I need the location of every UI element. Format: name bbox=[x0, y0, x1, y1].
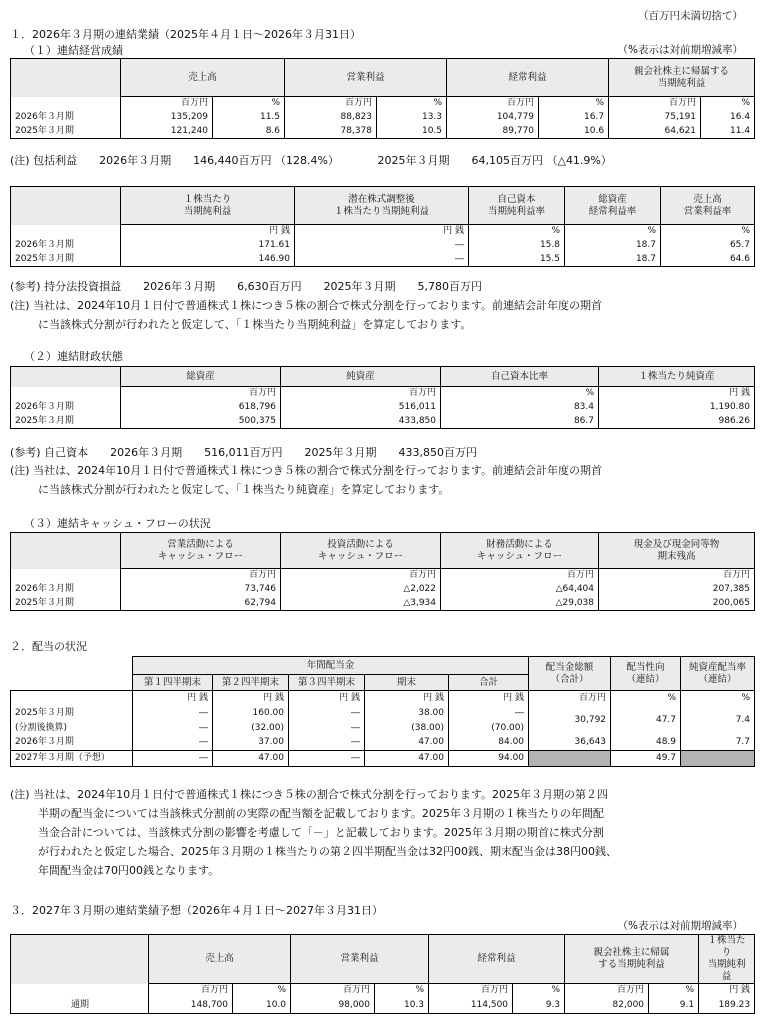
cell: 11.4 bbox=[701, 125, 755, 139]
equity-ref-note: (参考) 自己資本 2026年３月期 516,011百万円 2025年３月期 433,850百万円 bbox=[10, 446, 478, 459]
unit: 百万円 bbox=[149, 984, 233, 998]
section3-subtitle: （３）連結キャッシュ・フローの状況 bbox=[24, 517, 211, 530]
cell: 11.5 bbox=[213, 111, 285, 125]
unit: % bbox=[375, 984, 429, 998]
col-sales: 売上高 bbox=[149, 935, 291, 984]
header-blank bbox=[11, 367, 121, 387]
table-row bbox=[11, 583, 755, 597]
cell: △29,038 bbox=[441, 597, 599, 611]
unit: % bbox=[233, 984, 291, 998]
cell: 88,823 bbox=[285, 111, 377, 125]
cell: 13.3 bbox=[377, 111, 447, 125]
row-label: 2025年３月期 bbox=[11, 597, 121, 611]
row-label: 2025年３月期 bbox=[11, 125, 121, 139]
unit: 百万円 bbox=[609, 97, 701, 111]
header-blank bbox=[11, 533, 121, 569]
cell: 75,191 bbox=[609, 111, 701, 125]
row-label: 2026年３月期 bbox=[11, 401, 121, 415]
cell: 10.0 bbox=[233, 998, 291, 1014]
col-equity-ratio: 自己資本比率 bbox=[441, 367, 599, 387]
section2-subtitle: （２）連結財政状態 bbox=[24, 350, 123, 363]
cell: 18.7 bbox=[565, 239, 661, 253]
cell: 73,746 bbox=[121, 583, 281, 597]
cell: 148,700 bbox=[149, 998, 233, 1014]
cell: ― bbox=[133, 721, 213, 736]
split-note-line: (注) 当社は、2024年10月１日付で普通株式１株につき５株の割合で株式分割を行っております。前連結会計年度の期首 bbox=[10, 299, 602, 312]
row-label: (分割後換算) bbox=[11, 721, 133, 736]
unit: % bbox=[565, 225, 661, 239]
cell: ― bbox=[133, 736, 213, 751]
cell: 171.61 bbox=[121, 239, 295, 253]
header-blank bbox=[11, 59, 121, 97]
unit: 百万円 bbox=[529, 691, 611, 706]
pct-note: （%表示は対前期増減率） bbox=[617, 44, 743, 56]
pct-note: （%表示は対前期増減率） bbox=[617, 920, 743, 932]
dividend-note-line: 年間配当金は70円00銭となります。 bbox=[38, 864, 220, 877]
cell: 433,850 bbox=[281, 415, 441, 429]
annual-dividend-header: 年間配当金 bbox=[133, 657, 529, 675]
cell: (32.00) bbox=[213, 721, 289, 736]
units-blank bbox=[11, 97, 121, 111]
cell: 7.7 bbox=[681, 736, 755, 751]
cell: 82,000 bbox=[565, 998, 649, 1014]
dividend-note-line: 当金合計については、当該株式分割の影響を考慮して「－」と記載しております。2025年３月期の期首に株式分割 bbox=[38, 826, 604, 839]
cell: 1,190.80 bbox=[599, 401, 755, 415]
cell: ― bbox=[289, 706, 365, 721]
unit: % bbox=[441, 387, 599, 401]
row-label: 通期 bbox=[11, 998, 149, 1014]
col-roa: 総資産 経常利益率 bbox=[565, 187, 661, 225]
unit: 円 銭 bbox=[295, 225, 469, 239]
table-row bbox=[11, 125, 755, 139]
unit: % bbox=[377, 97, 447, 111]
header-blank bbox=[11, 675, 133, 691]
col-ordinary-income: 経常利益 bbox=[447, 59, 609, 97]
col-operating-income: 営業利益 bbox=[285, 59, 447, 97]
cell: 83.4 bbox=[441, 401, 599, 415]
cell: 48.9 bbox=[611, 736, 681, 751]
col-net-assets: 純資産 bbox=[281, 367, 441, 387]
cell: 47.00 bbox=[365, 736, 449, 751]
col-eps: １株当たり 当期純利益 bbox=[699, 935, 755, 984]
section1-subtitle: （１）連結経営成績 bbox=[24, 44, 123, 57]
cell-shaded bbox=[681, 751, 755, 767]
cell: ― bbox=[289, 736, 365, 751]
unit: % bbox=[649, 984, 699, 998]
unit: 百万円 bbox=[429, 984, 513, 998]
split-note-line: (注) 当社は、2024年10月１日付で普通株式１株につき５株の割合で株式分割を行っております。前連結会計年度の期首 bbox=[10, 464, 602, 477]
unit: 百万円 bbox=[447, 97, 539, 111]
cell: 10.5 bbox=[377, 125, 447, 139]
table-row bbox=[11, 253, 755, 267]
col-ordinary-income: 経常利益 bbox=[429, 935, 565, 984]
units-blank bbox=[11, 225, 121, 239]
table-row bbox=[11, 751, 755, 767]
cell: 98,000 bbox=[291, 998, 375, 1014]
row-label: 2025年３月期 bbox=[11, 706, 133, 721]
cell: 65.7 bbox=[661, 239, 755, 253]
cell: 15.5 bbox=[469, 253, 565, 267]
table-row bbox=[11, 998, 755, 1014]
unit: 円 銭 bbox=[213, 691, 289, 706]
col-total-assets: 総資産 bbox=[121, 367, 281, 387]
table-row bbox=[11, 415, 755, 429]
unit: 円 銭 bbox=[449, 691, 529, 706]
col-financing-cf: 財務活動による キャッシュ・フロー bbox=[441, 533, 599, 569]
cell: 16.4 bbox=[701, 111, 755, 125]
unit: 円 銭 bbox=[133, 691, 213, 706]
unit: 百万円 bbox=[441, 569, 599, 583]
col-roe: 自己資本 当期純利益率 bbox=[469, 187, 565, 225]
cell: 9.3 bbox=[513, 998, 565, 1014]
unit: % bbox=[681, 691, 755, 706]
row-label: 2025年３月期 bbox=[11, 253, 121, 267]
comprehensive-income-note: (注) 包括利益 2026年３月期 146,440百万円 （128.4%） 2025年３月期 64,105百万円 （△41.9%） bbox=[10, 154, 612, 167]
table-row bbox=[11, 111, 755, 125]
cell: 49.7 bbox=[611, 751, 681, 767]
col-bps: １株当たり純資産 bbox=[599, 367, 755, 387]
dividend-note-line: (注) 当社は、2024年10月１日付で普通株式１株につき５株の割合で株式分割を行っております。2025年３月期の第２四 bbox=[10, 788, 608, 801]
row-label: 2026年３月期 bbox=[11, 239, 121, 253]
unit: 百万円 bbox=[121, 569, 281, 583]
per-share-table bbox=[10, 186, 755, 267]
row-label: 2027年３月期（予想） bbox=[11, 751, 133, 767]
cell: 86.7 bbox=[441, 415, 599, 429]
section1-title: １．2026年３月期の連結業績（2025年４月１日～2026年３月31日） bbox=[10, 28, 361, 41]
units-blank bbox=[11, 984, 149, 998]
operating-results-table bbox=[10, 58, 755, 139]
cell-shaded bbox=[529, 751, 611, 767]
col-payout-ratio: 配当性向 （連結） bbox=[611, 657, 681, 691]
col-net-income: 親会社株主に帰属する 当期純利益 bbox=[609, 59, 755, 97]
cell: 121,240 bbox=[121, 125, 213, 139]
cell: 9.1 bbox=[649, 998, 699, 1014]
col-margin: 売上高 営業利益率 bbox=[661, 187, 755, 225]
cell: ― bbox=[133, 751, 213, 767]
col-total: 合計 bbox=[449, 675, 529, 691]
unit-note: （百万円未満切捨て） bbox=[638, 10, 743, 22]
unit: 円 銭 bbox=[599, 387, 755, 401]
unit: % bbox=[213, 97, 285, 111]
cell: 30,792 bbox=[529, 706, 611, 736]
col-diluted-eps: 潜在株式調整後 １株当たり当期純利益 bbox=[295, 187, 469, 225]
units-blank bbox=[11, 569, 121, 583]
col-q1: 第１四半期末 bbox=[133, 675, 213, 691]
cell: 10.3 bbox=[375, 998, 429, 1014]
cell: 500,375 bbox=[121, 415, 281, 429]
row-label: 2026年３月期 bbox=[11, 583, 121, 597]
cell: ― bbox=[295, 253, 469, 267]
cell: (38.00) bbox=[365, 721, 449, 736]
unit: 円 銭 bbox=[699, 984, 755, 998]
cell: 986.26 bbox=[599, 415, 755, 429]
table-row bbox=[11, 401, 755, 415]
cell: 135,209 bbox=[121, 111, 213, 125]
header-blank bbox=[11, 935, 149, 984]
cell: 618,796 bbox=[121, 401, 281, 415]
unit: 百万円 bbox=[281, 569, 441, 583]
dividend-note-line: が行われたと仮定した場合、2025年３月期の１株当たりの第２四半期配当金は32円00銭、期末配当金は38円00銭、 bbox=[38, 845, 617, 858]
unit: 円 銭 bbox=[289, 691, 365, 706]
cell: 7.4 bbox=[681, 706, 755, 736]
cash-flow-table bbox=[10, 532, 755, 611]
cell: 62,794 bbox=[121, 597, 281, 611]
table-row bbox=[11, 706, 755, 721]
cell: ― bbox=[289, 721, 365, 736]
unit: 百万円 bbox=[281, 387, 441, 401]
cell: 189.23 bbox=[699, 998, 755, 1014]
split-note-line: に当該株式分割が行われたと仮定して、「１株当たり当期純利益」を算定しております。 bbox=[38, 318, 472, 331]
table-row bbox=[11, 239, 755, 253]
cell: 84.00 bbox=[449, 736, 529, 751]
col-q2: 第２四半期末 bbox=[213, 675, 289, 691]
cell: (70.00) bbox=[449, 721, 529, 736]
header-blank bbox=[11, 657, 133, 675]
dividend-table bbox=[10, 656, 755, 767]
cell: 89,770 bbox=[447, 125, 539, 139]
col-eps: １株当たり 当期純利益 bbox=[121, 187, 295, 225]
row-label: 2025年３月期 bbox=[11, 415, 121, 429]
col-q3: 第３四半期末 bbox=[289, 675, 365, 691]
col-investing-cf: 投資活動による キャッシュ・フロー bbox=[281, 533, 441, 569]
cell: 47.7 bbox=[611, 706, 681, 736]
cell: 10.6 bbox=[539, 125, 609, 139]
cell: 94.00 bbox=[449, 751, 529, 767]
unit: 円 銭 bbox=[121, 225, 295, 239]
cell: 16.7 bbox=[539, 111, 609, 125]
cell: ― bbox=[449, 706, 529, 721]
cell: 47.00 bbox=[365, 751, 449, 767]
financial-position-table bbox=[10, 366, 755, 429]
cell: ― bbox=[133, 706, 213, 721]
unit: 百万円 bbox=[565, 984, 649, 998]
cell: △3,934 bbox=[281, 597, 441, 611]
section5-title: ３．2027年３月期の連結業績予想（2026年４月１日～2027年３月31日） bbox=[10, 904, 383, 917]
unit: % bbox=[661, 225, 755, 239]
col-net-income: 親会社株主に帰属 する当期純利益 bbox=[565, 935, 699, 984]
col-year-end: 期末 bbox=[365, 675, 449, 691]
cell: 114,500 bbox=[429, 998, 513, 1014]
cell: 37.00 bbox=[213, 736, 289, 751]
cell: 8.6 bbox=[213, 125, 285, 139]
cell: 200,065 bbox=[599, 597, 755, 611]
cell: 47.00 bbox=[213, 751, 289, 767]
unit: % bbox=[469, 225, 565, 239]
unit: % bbox=[539, 97, 609, 111]
cell: 18.7 bbox=[565, 253, 661, 267]
table-row bbox=[11, 597, 755, 611]
cell: 78,378 bbox=[285, 125, 377, 139]
unit: 百万円 bbox=[291, 984, 375, 998]
cell: 36,643 bbox=[529, 736, 611, 751]
cell: 38.00 bbox=[365, 706, 449, 721]
row-label: 2026年３月期 bbox=[11, 736, 133, 751]
cell: ― bbox=[289, 751, 365, 767]
unit: 円 銭 bbox=[365, 691, 449, 706]
section4-title: ２．配当の状況 bbox=[10, 640, 87, 653]
dividend-note-line: 半期の配当金については当該株式分割前の実際の配当額を記載しております。2025年３月期の１株当たりの年間配 bbox=[38, 807, 604, 820]
table-row bbox=[11, 736, 755, 751]
row-label: 2026年３月期 bbox=[11, 111, 121, 125]
cell: 516,011 bbox=[281, 401, 441, 415]
units-blank bbox=[11, 691, 133, 706]
unit: % bbox=[701, 97, 755, 111]
split-note-line: に当該株式分割が行われたと仮定して、「１株当たり純資産」を算定しております。 bbox=[38, 483, 450, 496]
col-dividend-ratio: 純資産配当率 （連結） bbox=[681, 657, 755, 691]
cell: 146.90 bbox=[121, 253, 295, 267]
cell: 15.8 bbox=[469, 239, 565, 253]
unit: 百万円 bbox=[121, 387, 281, 401]
col-total-dividend: 配当金総額 （合計） bbox=[529, 657, 611, 691]
cell: 207,385 bbox=[599, 583, 755, 597]
unit: 百万円 bbox=[599, 569, 755, 583]
forecast-table bbox=[10, 934, 755, 1014]
equity-method-note: (参考) 持分法投資損益 2026年３月期 6,630百万円 2025年３月期 5,780百万円 bbox=[10, 280, 483, 293]
cell: 64,621 bbox=[609, 125, 701, 139]
cell: 64.6 bbox=[661, 253, 755, 267]
cell: △64,404 bbox=[441, 583, 599, 597]
unit: % bbox=[611, 691, 681, 706]
header-blank bbox=[11, 187, 121, 225]
cell: 104,779 bbox=[447, 111, 539, 125]
units-blank bbox=[11, 387, 121, 401]
cell: △2,022 bbox=[281, 583, 441, 597]
cell: 160.00 bbox=[213, 706, 289, 721]
unit: 百万円 bbox=[121, 97, 213, 111]
col-operating-income: 営業利益 bbox=[291, 935, 429, 984]
cell: ― bbox=[295, 239, 469, 253]
col-sales: 売上高 bbox=[121, 59, 285, 97]
unit: 百万円 bbox=[285, 97, 377, 111]
col-cash-balance: 現金及び現金同等物 期末残高 bbox=[599, 533, 755, 569]
col-operating-cf: 営業活動による キャッシュ・フロー bbox=[121, 533, 281, 569]
unit: % bbox=[513, 984, 565, 998]
